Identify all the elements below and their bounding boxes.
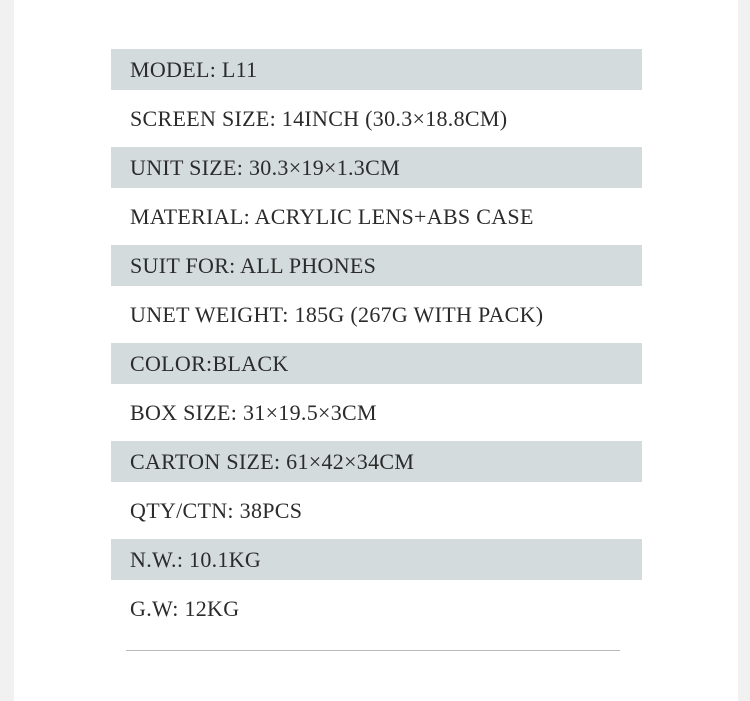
spec-row-suit-for: SUIT FOR: ALL PHONES	[111, 245, 642, 286]
spec-row-box-size: BOX SIZE: 31×19.5×3CM	[130, 399, 377, 425]
spec-row-color: COLOR:BLACK	[111, 343, 642, 384]
bottom-divider	[126, 650, 620, 651]
spec-row-screen-size: SCREEN SIZE: 14INCH (30.3×18.8CM)	[130, 105, 508, 131]
spec-row-unet-weight: UNET WEIGHT: 185G (267G WITH PACK)	[130, 301, 544, 327]
spec-row-material: MATERIAL: ACRYLIC LENS+ABS CASE	[130, 203, 534, 229]
spec-row-carton-size: CARTON SIZE: 61×42×34CM	[111, 441, 642, 482]
spec-list	[111, 49, 642, 637]
spec-row-qty-ctn: QTY/CTN: 38PCS	[130, 497, 303, 523]
spec-row-gross-weight: G.W: 12KG	[130, 595, 240, 621]
spec-row-unit-size: UNIT SIZE: 30.3×19×1.3CM	[111, 147, 642, 188]
spec-row-model: MODEL: L11	[111, 49, 642, 90]
spec-row-net-weight: N.W.: 10.1KG	[111, 539, 642, 580]
